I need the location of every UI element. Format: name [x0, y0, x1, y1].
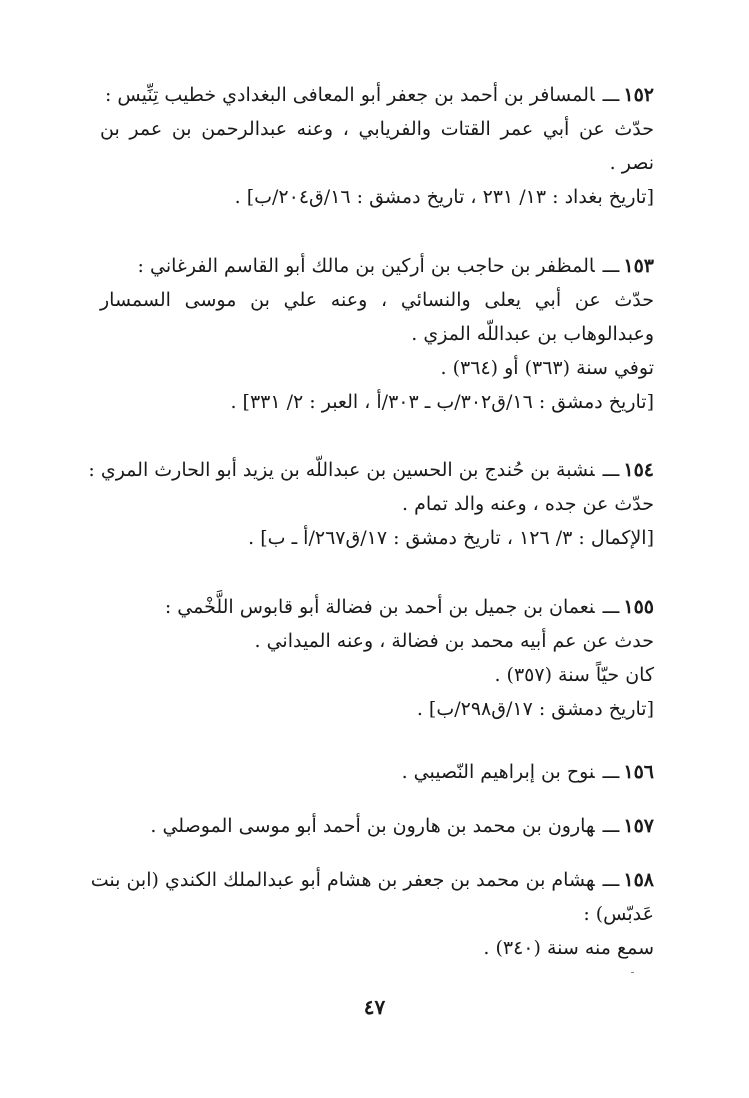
entry-heading	[100, 590, 654, 624]
entry-dash: ـــ	[602, 596, 620, 618]
entry-heading	[100, 78, 654, 112]
entry-heading-text: هارون بن محمد بن هارون بن أحمد أبو موسى الموصلي .	[150, 815, 595, 837]
entry-heading-text: نوح بن إبراهيم النّصيبي .	[401, 761, 595, 783]
entry-heading-text: نعمان بن جميل بن أحمد بن فضالة أبو قابوس اللَّخْمي :	[164, 596, 595, 618]
entry-line: وعبدالوهاب بن عبداللّه المزي .	[411, 323, 654, 345]
entry-line: توفي سنة (٣٦٣) أو (٣٦٤) .	[440, 357, 654, 379]
entry-dash: ـــ	[602, 255, 620, 277]
entry-heading	[100, 809, 654, 843]
entry-heading-text: المسافر بن أحمد بن جعفر أبو المعافى البغدادي خطيب تِنِّيس :	[104, 84, 595, 106]
entry-line: نصر .	[609, 152, 654, 174]
print-mark	[631, 972, 634, 973]
entry-line: حدّث عن أبي يعلى والنسائي ، وعنه علي بن موسى السمسار	[100, 289, 654, 311]
entry-dash: ـــ	[602, 84, 620, 106]
entry-line: سمع منه سنة (٣٤٠) .	[483, 937, 654, 959]
entry-dash: ـــ	[602, 459, 620, 481]
entry-reference: [الإكمال : ٣/ ١٢٦ ، تاريخ دمشق : ١٧/ق٢٦٧/أ ـ ب] .	[248, 527, 654, 549]
entry-dash: ـــ	[602, 815, 620, 837]
entry-heading-text: هشام بن محمد بن جعفر بن هشام أبو عبدالملك الكندي (ابن بنت	[90, 869, 595, 891]
entry-158	[90, 863, 654, 965]
entry-reference: [تاريخ دمشق : ١٧/ق٢٩٨/ب] .	[416, 698, 654, 720]
entry-number: ١٥٦	[623, 761, 654, 783]
entry-dash: ـــ	[602, 869, 620, 891]
entry-number: ١٥٧	[623, 815, 654, 837]
entry-number: ١٥٨	[623, 869, 654, 891]
entry-heading-text: نشبة بن حُندج بن الحسين بن عبداللّه بن يزيد أبو الحارث المري :	[88, 459, 595, 481]
entry-line: حدّث عن جده ، وعنه والد تمام .	[401, 493, 654, 515]
entry-line: كان حيّاً سنة (٣٥٧) .	[494, 664, 654, 686]
entry-heading	[100, 755, 654, 789]
entry-line: حدّث عن أبي عمر القتات والفريابي ، وعنه عبدالرحمن بن عمر بن	[100, 118, 654, 140]
entry-heading	[90, 863, 654, 897]
page-number: ٤٧	[363, 995, 386, 1019]
entry-heading-text: المظفر بن حاجب بن أركين بن مالك أبو القاسم الفرغاني :	[137, 255, 595, 277]
entry-number: ١٥٤	[623, 459, 654, 481]
entry-line: حدث عن عم أبيه محمد بن فضالة ، وعنه الميداني .	[254, 630, 654, 652]
entry-number: ١٥٥	[623, 596, 654, 618]
entry-155	[100, 590, 654, 726]
entry-number: ١٥٢	[623, 84, 654, 106]
entry-reference: [تاريخ بغداد : ١٣/ ٢٣١ ، تاريخ دمشق : ١٦/ق٢٠٤/ب] .	[234, 186, 654, 208]
entry-156	[100, 755, 654, 789]
entry-heading	[88, 453, 654, 487]
entry-heading	[100, 249, 654, 283]
entry-153	[100, 249, 654, 419]
entry-number: ١٥٣	[623, 255, 654, 277]
entry-reference: [تاريخ دمشق : ١٦/ق٣٠٢/ب ـ ٣٠٣/أ ، العبر : ٢/ ٣٣١] .	[230, 391, 654, 413]
entry-dash: ـــ	[602, 761, 620, 783]
entry-152	[100, 78, 654, 214]
entry-157	[100, 809, 654, 843]
entry-line: عَدبّس) :	[583, 903, 654, 925]
entry-154	[88, 453, 654, 555]
